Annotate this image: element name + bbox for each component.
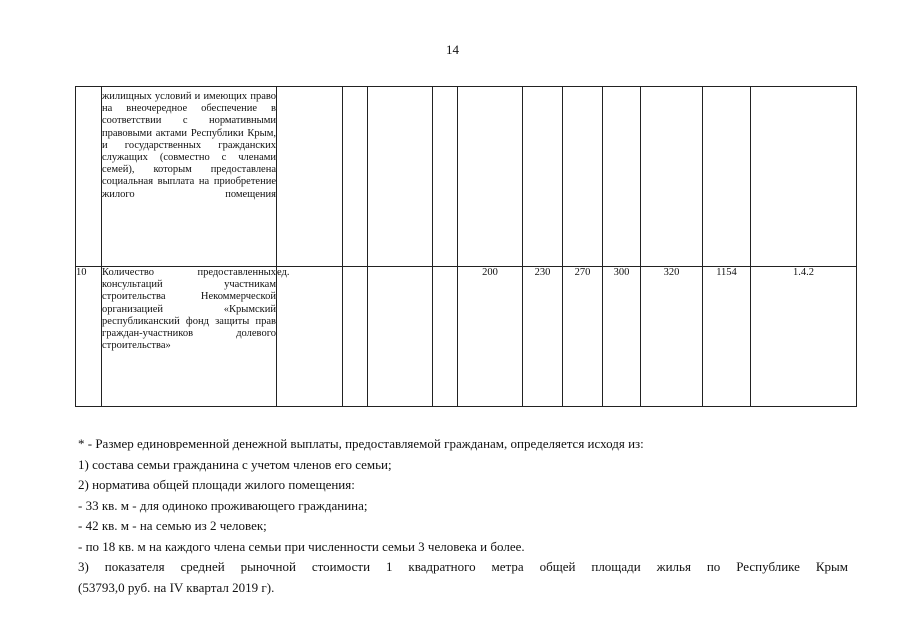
value-cell	[343, 87, 368, 267]
value-cell	[433, 267, 458, 407]
value-cell	[458, 87, 523, 267]
table-row-continued	[76, 87, 857, 267]
value-cell	[703, 87, 751, 267]
footnotes	[78, 434, 848, 598]
value-cell	[368, 87, 433, 267]
value-cell: 320	[641, 267, 703, 407]
row-number-cell	[76, 87, 102, 267]
value-cell	[603, 87, 641, 267]
page-number: 14	[446, 42, 459, 57]
value-cell: 200	[458, 267, 523, 407]
footnote-line: (53793,0 руб. на IV квартал 2019 г).	[78, 579, 275, 595]
value-cell: 230	[523, 267, 563, 407]
value-cell	[563, 87, 603, 267]
value-cell	[368, 267, 433, 407]
row-number-cell: 10	[76, 267, 102, 407]
footnote-line: 1) состава семьи гражданина с учетом членов его семьи;	[78, 456, 392, 472]
value-cell: 1.4.2	[751, 267, 857, 407]
footnote-line: 3) показателя средней рыночной стоимости 1 квадратного метра общей площади жилья по Республике Крым	[78, 559, 848, 574]
table-row-10	[76, 267, 857, 407]
footnote-line: 2) норматива общей площади жилого помещения:	[78, 477, 355, 492]
value-cell	[641, 87, 703, 267]
value-cell: 270	[563, 267, 603, 407]
row-description-cell: Количество предоставленных консультаций участникам строительства Некоммерческой организацией «Крымский республиканский фонд защиты прав граждан-участников долевого строительства»	[102, 267, 277, 407]
row-description-cell: жилищных условий и имеющих право на внеочередное обеспечение в соответствии с нормативными правовыми актами Республики Крым, и государственных гражданских служащих (совместно с членами семей), которым предоставлена социальная выплата на приобретение жилого помещения	[102, 87, 277, 267]
value-cell: 1154	[703, 267, 751, 407]
footnote-line: - 33 кв. м - для одиноко проживающего гражданина;	[78, 497, 368, 513]
value-cell	[433, 87, 458, 267]
row-unit-cell	[277, 87, 343, 267]
indicators-table	[75, 86, 857, 407]
value-cell: 300	[603, 267, 641, 407]
value-cell	[751, 87, 857, 267]
value-cell	[523, 87, 563, 267]
footnote-line: - по 18 кв. м на каждого члена семьи при численности семьи 3 человека и более.	[78, 538, 525, 554]
footnote-line: * - Размер единовременной денежной выплаты, предоставляемой гражданам, определяется исходя из:	[78, 436, 644, 451]
row-unit-cell: ед.	[277, 267, 343, 407]
footnote-line: - 42 кв. м - на семью из 2 человек;	[78, 518, 267, 533]
value-cell	[343, 267, 368, 407]
